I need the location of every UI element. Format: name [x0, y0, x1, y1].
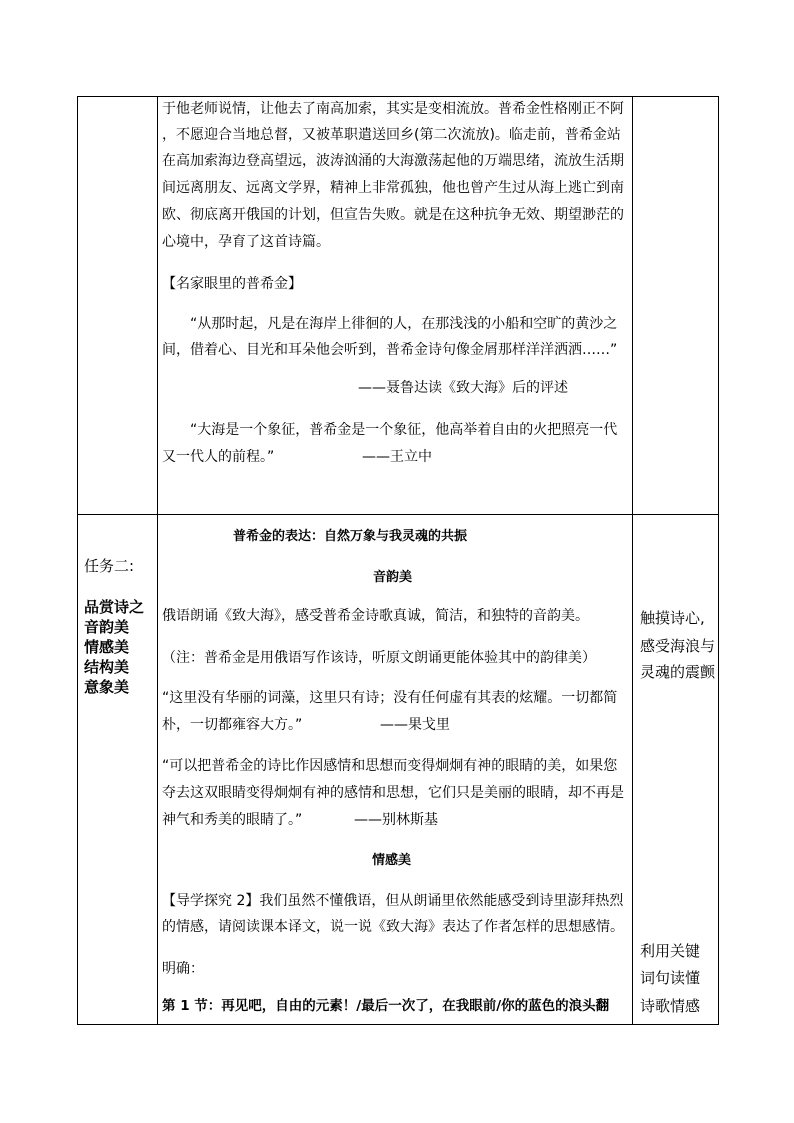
- quote-source: ——果戈里: [380, 717, 450, 733]
- task-item: 音韵美: [84, 618, 130, 636]
- quote-source: ——王立中: [362, 449, 432, 465]
- table-column-divider-1: [157, 96, 158, 1025]
- table-border-bottom: [77, 1024, 719, 1025]
- quote-line: 夺去这双眼睛变得炯炯有神的感情和思想，它们只是美丽的眼睛，却不再是: [162, 785, 624, 801]
- right-note-line: 触摸诗心,: [640, 609, 705, 627]
- paragraph: 俄语朗诵《致大海》，感受普希金诗歌真诚，简洁，和独特的音韵美。: [162, 608, 589, 624]
- table-border-right: [718, 96, 719, 1025]
- quote-line: 又一代人的前程。”: [162, 449, 275, 465]
- paragraph-line: 的情感，请阅读课本译文，说一说《致大海》表达了作者怎样的思想感情。: [162, 919, 624, 935]
- right-note-line: 诗歌情感: [640, 997, 701, 1015]
- section-heading: 【名家眼里的普希金】: [162, 276, 302, 292]
- body-line: 于他老师说情，让他去了南高加索，其实是变相流放。普希金性格刚正不阿: [162, 101, 624, 117]
- quote-source: ——别林斯基: [354, 812, 438, 828]
- right-note-line: 词句读懂: [640, 969, 701, 987]
- quote-line: 朴，一切都雍容大方。”: [162, 717, 303, 733]
- body-line: ，不愿迎合当地总督，又被革职遣送回乡(第二次流放)。临走前，普希金站: [162, 127, 621, 143]
- task-label: 任务二:: [84, 557, 135, 575]
- stanza-line: 第 1 节：再见吧，自由的元素！/最后一次了，在我眼前/你的蓝色的浪头翻: [162, 998, 610, 1014]
- body-line: 在高加索海边登高望远，波涛汹涌的大海激荡起他的万端思绪，流放生活期: [162, 153, 624, 169]
- table-border-top: [77, 96, 719, 97]
- quote-line: 神气和秀美的眼睛了。”: [162, 812, 303, 828]
- quote-source: ——聂鲁达读《致大海》后的评述: [358, 380, 568, 396]
- task-item: 品赏诗之: [84, 598, 145, 616]
- table-border-left: [77, 96, 78, 1025]
- answer-label: 明确：: [162, 961, 204, 977]
- right-note-line: 感受海浪与: [640, 637, 716, 655]
- quote-line: “从那时起，凡是在海岸上徘徊的人，在那浅浅的小船和空旷的黄沙之: [190, 316, 618, 332]
- right-note-line: 利用关键: [640, 942, 701, 960]
- task-item: 情感美: [84, 638, 130, 656]
- body-line: 心境中，孕育了这首诗篇。: [162, 234, 330, 250]
- quote-line: “可以把普希金的诗比作因感情和思想而变得炯炯有神的眼睛的美，如果您: [162, 758, 618, 774]
- body-line: 欧、彻底离开俄国的计划，但宣告失败。就是在这种抗争无效、期望渺茫的: [162, 207, 624, 223]
- right-note-line: 灵魂的震颤: [640, 663, 716, 681]
- table-row-divider: [77, 514, 719, 515]
- subheading-emotion: 情感美: [372, 853, 412, 868]
- task-item: 结构美: [84, 658, 130, 676]
- paragraph-line: 【导学探究 2】我们虽然不懂俄语，但从朗诵里依然能感受到诗里澎拜热烈: [162, 893, 624, 909]
- main-title: 普希金的表达：自然万象与我灵魂的共振: [233, 529, 468, 544]
- subheading-rhyme: 音韵美: [373, 570, 413, 585]
- quote-line: “大海是一个象征，普希金是一个象征，他高举着自由的火把照亮一代: [190, 422, 618, 438]
- table-column-divider-2: [632, 96, 633, 1025]
- quote-line: “这里没有华丽的词藻，这里只有诗；没有任何虚有其表的炫耀。一切都简: [162, 690, 618, 706]
- note-paragraph: （注：普希金是用俄语写作该诗，听原文朗诵更能体验其中的韵律美）: [162, 650, 596, 666]
- body-line: 间远离朋友、远离文学界，精神上非常孤独，他也曾产生过从海上逃亡到南: [162, 180, 624, 196]
- quote-line: 间，借着心、目光和耳朵他会听到，普希金诗句像金屑那样洋洋洒洒……”: [162, 342, 618, 358]
- task-item: 意象美: [84, 678, 130, 696]
